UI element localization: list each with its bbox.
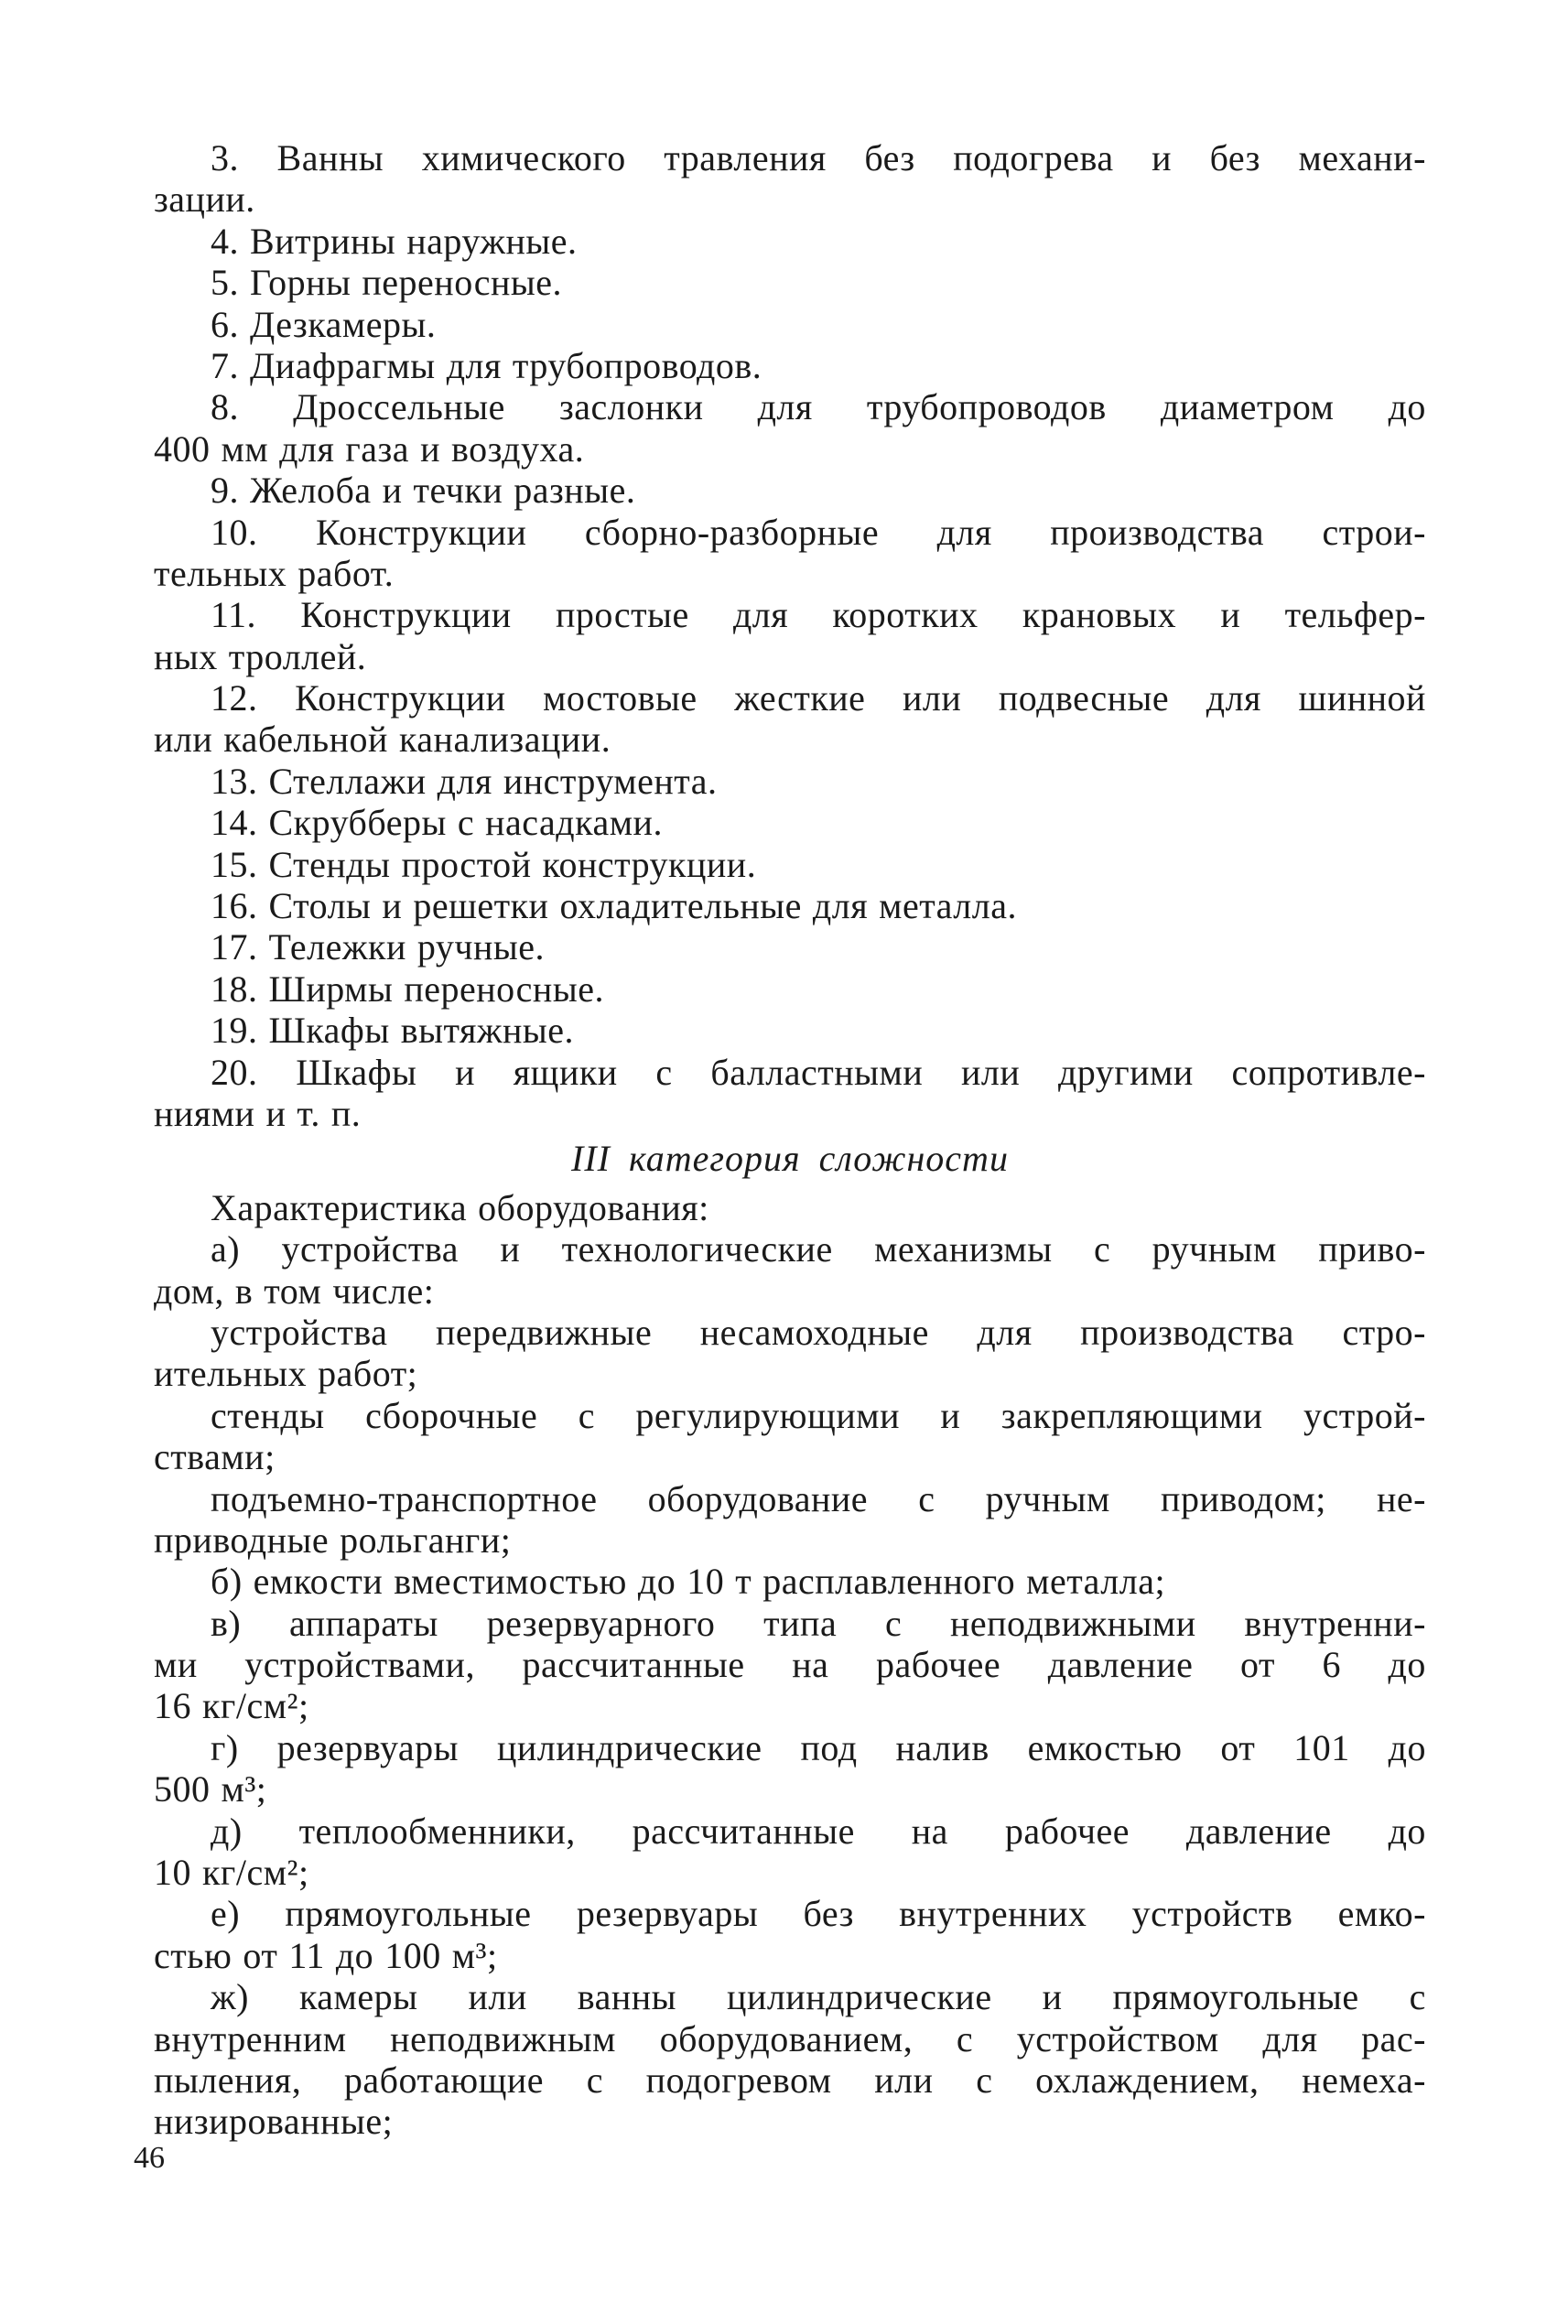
- word: балластными: [710, 1051, 924, 1093]
- word: 19.: [211, 1010, 258, 1052]
- word: для: [279, 427, 335, 470]
- word: давление: [1185, 1810, 1332, 1852]
- word: дом,: [154, 1270, 224, 1312]
- word: механи-: [1298, 137, 1426, 178]
- word: кабельной: [223, 719, 388, 761]
- word: 20.: [211, 1051, 258, 1093]
- word: подогрева: [953, 137, 1114, 178]
- word: 11.: [211, 594, 257, 636]
- word: от: [1239, 1644, 1275, 1686]
- word: до: [1388, 386, 1426, 428]
- word: течки: [413, 470, 503, 512]
- word: и: [500, 1228, 521, 1270]
- word: для: [936, 511, 992, 553]
- word: мостовые: [543, 677, 697, 719]
- text-line: [154, 636, 1426, 677]
- word: другими: [1057, 1051, 1194, 1093]
- word: ных: [154, 635, 218, 677]
- text-line: [154, 470, 1426, 511]
- text-line: [154, 1312, 1426, 1353]
- word: инструмента.: [503, 760, 718, 802]
- word: заслонки: [558, 386, 704, 428]
- word: простые: [555, 594, 689, 636]
- word: внутренни-: [1244, 1602, 1426, 1644]
- text-line: [154, 178, 1426, 220]
- word: рабочее: [875, 1644, 1001, 1686]
- text-line: [154, 1976, 1426, 2017]
- word: с: [976, 2059, 993, 2101]
- word: и: [1042, 1976, 1063, 2018]
- word: мм: [221, 427, 269, 470]
- word: металла;: [1026, 1561, 1166, 1603]
- word: решетки: [413, 885, 549, 927]
- text-line: [154, 1727, 1426, 1768]
- word: 12.: [211, 677, 258, 719]
- word: пыления,: [154, 2059, 302, 2101]
- text-line: [154, 2018, 1426, 2059]
- word: кг/см²;: [202, 1852, 309, 1894]
- word: под: [800, 1726, 858, 1768]
- word: сборочные: [365, 1394, 538, 1436]
- word: для: [437, 760, 492, 802]
- word: вытяжные.: [400, 1010, 575, 1052]
- word: до: [335, 1934, 374, 1976]
- word: емко-: [1337, 1893, 1426, 1935]
- word: 101: [1293, 1726, 1350, 1768]
- word: Скрубберы: [268, 802, 447, 844]
- word: от: [243, 1934, 278, 1976]
- word: с: [655, 1051, 673, 1093]
- word: стенды: [211, 1394, 325, 1436]
- word: оборудования:: [478, 1186, 709, 1228]
- word: м³;: [451, 1934, 498, 1976]
- word: и: [940, 1394, 961, 1436]
- word: ниями: [154, 1092, 255, 1134]
- word: Ванны: [276, 137, 384, 178]
- word: 15.: [211, 843, 258, 885]
- word: от: [1220, 1726, 1256, 1768]
- word: с: [918, 1477, 935, 1519]
- word: резервуары: [576, 1893, 759, 1935]
- word: передвижные: [436, 1311, 653, 1353]
- text-line: [154, 553, 1426, 594]
- word: канализации.: [398, 719, 611, 761]
- word: для: [732, 594, 789, 636]
- word: прямоугольные: [285, 1893, 532, 1935]
- word: рас-: [1361, 2017, 1426, 2059]
- word: 400: [154, 427, 211, 470]
- word: 10: [687, 1561, 725, 1603]
- text-line: [154, 2059, 1426, 2101]
- text-line: [154, 304, 1426, 345]
- word: подогревом: [645, 2059, 832, 2101]
- word: наружные.: [406, 220, 578, 262]
- word: 100: [384, 1934, 441, 1976]
- text-line: [154, 1187, 1426, 1228]
- word: числе:: [332, 1270, 435, 1312]
- text-line: [154, 1270, 1426, 1312]
- word: устройством: [1016, 2017, 1219, 2059]
- word: внутренним: [154, 2017, 347, 2059]
- word: с: [956, 2017, 974, 2059]
- text-line: [154, 1893, 1426, 1934]
- page-number: 46: [134, 2141, 165, 2175]
- word: трубопроводов: [866, 386, 1107, 428]
- word: без: [864, 137, 915, 178]
- word: на: [792, 1644, 829, 1686]
- word: 17.: [211, 926, 258, 968]
- word: ванны: [577, 1976, 677, 2018]
- word: Дроссельные: [293, 386, 505, 428]
- word: рассчитанные: [522, 1644, 745, 1686]
- word: устрой-: [1303, 1394, 1426, 1436]
- word: налив: [895, 1726, 989, 1768]
- word: а): [211, 1228, 241, 1270]
- word: м³;: [221, 1768, 267, 1811]
- word: рабочее: [1004, 1810, 1130, 1852]
- word: емкостью: [1027, 1726, 1183, 1768]
- word: неподвижным: [390, 2017, 616, 2059]
- word: металла.: [879, 885, 1017, 927]
- text-line: [154, 428, 1426, 470]
- word: с: [578, 1394, 595, 1436]
- text-line: [154, 1603, 1426, 1644]
- word: г): [211, 1726, 239, 1768]
- text-line: [154, 1768, 1426, 1810]
- text-line: [154, 345, 1426, 386]
- word: 10.: [211, 511, 258, 553]
- text-line: [154, 1228, 1426, 1270]
- text-line: [154, 885, 1426, 926]
- word: б): [211, 1561, 243, 1603]
- text-line: [154, 1811, 1426, 1852]
- word: насадками.: [485, 802, 663, 844]
- word: жесткие: [734, 677, 866, 719]
- word: без: [1209, 137, 1260, 178]
- word: Горны: [250, 262, 351, 304]
- text-line: [154, 1644, 1426, 1685]
- word: немеха-: [1302, 2059, 1426, 2101]
- word: расплавленного: [762, 1561, 1016, 1603]
- word: аппараты: [288, 1602, 438, 1644]
- word: ми: [154, 1644, 198, 1686]
- word: цилиндрические: [496, 1726, 762, 1768]
- word: т: [735, 1561, 752, 1603]
- word: и: [455, 1051, 476, 1093]
- word: Столы: [268, 885, 372, 927]
- word: цилиндрические: [727, 1976, 992, 2018]
- word: 7.: [211, 344, 239, 386]
- word: Дезкамеры.: [250, 303, 437, 345]
- word: охлаждением,: [1035, 2059, 1260, 2101]
- word: 3.: [211, 137, 239, 178]
- word: Стенды: [268, 843, 391, 885]
- word: 4.: [211, 220, 239, 262]
- text-line: [154, 1852, 1426, 1893]
- text-line: [154, 1935, 1426, 1976]
- word: стро-: [1342, 1311, 1426, 1353]
- word: приво-: [1318, 1228, 1426, 1270]
- body-text: [154, 137, 1426, 2143]
- word: троллей.: [228, 635, 367, 677]
- word: разные.: [514, 470, 636, 512]
- word: 11: [288, 1934, 325, 1976]
- word: внутренних: [899, 1893, 1087, 1935]
- word: Шкафы: [296, 1051, 417, 1093]
- word: несамоходные: [699, 1311, 929, 1353]
- word: воздуха.: [450, 427, 585, 470]
- word: 18.: [211, 967, 258, 1010]
- word: камеры: [298, 1976, 418, 2018]
- word: давление: [1047, 1644, 1194, 1686]
- word: диаметром: [1160, 386, 1335, 428]
- text-line: [154, 802, 1426, 843]
- word: для: [1262, 2017, 1318, 2059]
- word: оборудование: [647, 1477, 869, 1519]
- word: простой: [401, 843, 532, 885]
- word: ж): [211, 1976, 249, 2018]
- text-line: [154, 1478, 1426, 1519]
- word: прямоугольные: [1112, 1976, 1359, 2018]
- word: рольганги;: [340, 1519, 512, 1561]
- section-heading: [154, 1138, 1426, 1179]
- word: Ширмы: [268, 967, 394, 1010]
- word: или: [468, 1976, 527, 2018]
- word: производства: [1080, 1311, 1294, 1353]
- word: для: [812, 885, 869, 927]
- text-line: [154, 719, 1426, 760]
- word: и: [382, 470, 403, 512]
- word: не-: [1377, 1477, 1426, 1519]
- word: закрепляющими: [1000, 1394, 1263, 1436]
- word: ручным: [1152, 1228, 1277, 1270]
- word: 500: [154, 1768, 211, 1811]
- word: тельных: [154, 552, 287, 594]
- word: шинной: [1298, 677, 1426, 719]
- word: д): [211, 1810, 243, 1852]
- word: 5.: [211, 262, 239, 304]
- word: устройства: [211, 1311, 388, 1353]
- word: 10: [154, 1852, 191, 1894]
- word: е): [211, 1893, 241, 1935]
- word: в: [234, 1270, 254, 1312]
- text-line: [154, 137, 1426, 178]
- word: механизмы: [874, 1228, 1053, 1270]
- word: для: [757, 386, 813, 428]
- word: Витрины: [250, 220, 396, 262]
- word: газа: [345, 427, 410, 470]
- word: или: [154, 719, 213, 761]
- word: в): [211, 1602, 242, 1644]
- word: сложности: [818, 1138, 1009, 1180]
- word: или: [902, 677, 962, 719]
- word: 6.: [211, 303, 239, 345]
- word: подвесные: [998, 677, 1170, 719]
- word: 14.: [211, 802, 258, 844]
- word: до: [1388, 1810, 1426, 1852]
- word: работ;: [318, 1353, 418, 1395]
- word: п.: [330, 1092, 362, 1134]
- word: или: [960, 1051, 1021, 1093]
- word: тельфер-: [1284, 594, 1426, 636]
- word: приводом;: [1161, 1477, 1326, 1519]
- word: 16.: [211, 885, 258, 927]
- word: сопротивле-: [1231, 1051, 1426, 1093]
- word: стью: [154, 1934, 232, 1976]
- word: ствами;: [154, 1436, 276, 1478]
- word: и: [1220, 594, 1241, 636]
- word: до: [1388, 1726, 1426, 1768]
- text-line: [154, 594, 1426, 635]
- word: резервуары: [276, 1726, 460, 1768]
- word: рассчитанные: [632, 1810, 855, 1852]
- word: Тележки: [268, 926, 406, 968]
- word: Шкафы: [268, 1010, 390, 1052]
- word: с: [1409, 1976, 1426, 2018]
- word: переносные.: [404, 967, 604, 1010]
- word: химического: [421, 137, 626, 178]
- word: Характеристика: [211, 1186, 468, 1228]
- text-line: [154, 2101, 1426, 2142]
- text-line: [154, 968, 1426, 1010]
- word: устройствами,: [244, 1644, 475, 1686]
- word: Конструкции: [300, 594, 512, 636]
- word: вместимостью: [394, 1561, 627, 1603]
- word: производства: [1050, 511, 1265, 553]
- word: ительных: [154, 1353, 308, 1395]
- text-line: [154, 1436, 1426, 1477]
- word: без: [803, 1893, 854, 1935]
- text-line: [154, 761, 1426, 802]
- word: с: [457, 802, 475, 844]
- text-line: [154, 1353, 1426, 1394]
- word: трубопроводов.: [512, 344, 762, 386]
- word: переносные.: [362, 262, 562, 304]
- text-line: [154, 844, 1426, 885]
- word: для: [977, 1311, 1033, 1353]
- word: 8.: [211, 386, 239, 428]
- word: Конструкции: [295, 677, 506, 719]
- text-line: [154, 1010, 1426, 1051]
- text-line: [154, 221, 1426, 262]
- text-line: [154, 1561, 1426, 1602]
- word: том: [264, 1270, 322, 1312]
- word: до: [1388, 1644, 1426, 1686]
- word: 13.: [211, 760, 258, 802]
- word: травления: [664, 137, 827, 178]
- text-line: [154, 262, 1426, 303]
- text-line: [154, 677, 1426, 719]
- word: и: [420, 427, 440, 470]
- word: устройств: [1131, 1893, 1293, 1935]
- word: или: [874, 2059, 934, 2101]
- word: конструкции.: [542, 843, 757, 885]
- word: для: [446, 344, 502, 386]
- text-line: [154, 512, 1426, 553]
- text-line: [154, 386, 1426, 427]
- word: и: [1152, 137, 1173, 178]
- word: неподвижными: [949, 1602, 1196, 1644]
- text-line: [154, 1052, 1426, 1093]
- word: регулирующими: [635, 1394, 900, 1436]
- text-line: [154, 1093, 1426, 1134]
- word: ручным: [985, 1477, 1110, 1519]
- word: работающие: [343, 2059, 545, 2101]
- word: ручные.: [416, 926, 545, 968]
- word: строи-: [1322, 511, 1426, 553]
- word: с: [586, 2059, 603, 2101]
- text-line: [154, 926, 1426, 967]
- word: подъемно-транспортное: [211, 1477, 598, 1519]
- word: категория: [629, 1138, 801, 1180]
- word: Желоба: [250, 470, 372, 512]
- word: технологические: [561, 1228, 833, 1270]
- word: сборно-разборные: [584, 511, 880, 553]
- word: с: [884, 1602, 903, 1644]
- text-line: [154, 1519, 1426, 1561]
- word: низированные;: [154, 2101, 394, 2143]
- word: типа: [763, 1602, 838, 1644]
- word: резервуарного: [486, 1602, 716, 1644]
- word: теплообменники,: [298, 1810, 576, 1852]
- word: с: [1094, 1228, 1111, 1270]
- word: 9.: [211, 470, 239, 512]
- word: ящики: [513, 1051, 618, 1093]
- word: емкости: [253, 1561, 384, 1603]
- text-line: [154, 1685, 1426, 1726]
- word: работ.: [297, 552, 395, 594]
- word: устройства: [281, 1228, 459, 1270]
- word: Конструкции: [315, 511, 527, 553]
- word: коротких: [832, 594, 979, 636]
- word: III: [571, 1138, 611, 1180]
- word: крановых: [1022, 594, 1177, 636]
- word: зации.: [154, 178, 255, 221]
- word: охладительные: [559, 885, 802, 927]
- word: 6: [1322, 1644, 1341, 1686]
- word: 16: [154, 1685, 191, 1727]
- word: кг/см²;: [202, 1685, 309, 1727]
- word: и: [382, 885, 403, 927]
- word: для: [1206, 677, 1261, 719]
- word: на: [911, 1810, 948, 1852]
- word: т.: [297, 1092, 320, 1134]
- word: приводные: [154, 1519, 330, 1561]
- word: Стеллажи: [268, 760, 427, 802]
- word: до: [637, 1561, 676, 1603]
- text-line: [154, 1395, 1426, 1436]
- word: и: [265, 1092, 287, 1134]
- word: оборудованием,: [659, 2017, 914, 2059]
- word: Диафрагмы: [250, 344, 436, 386]
